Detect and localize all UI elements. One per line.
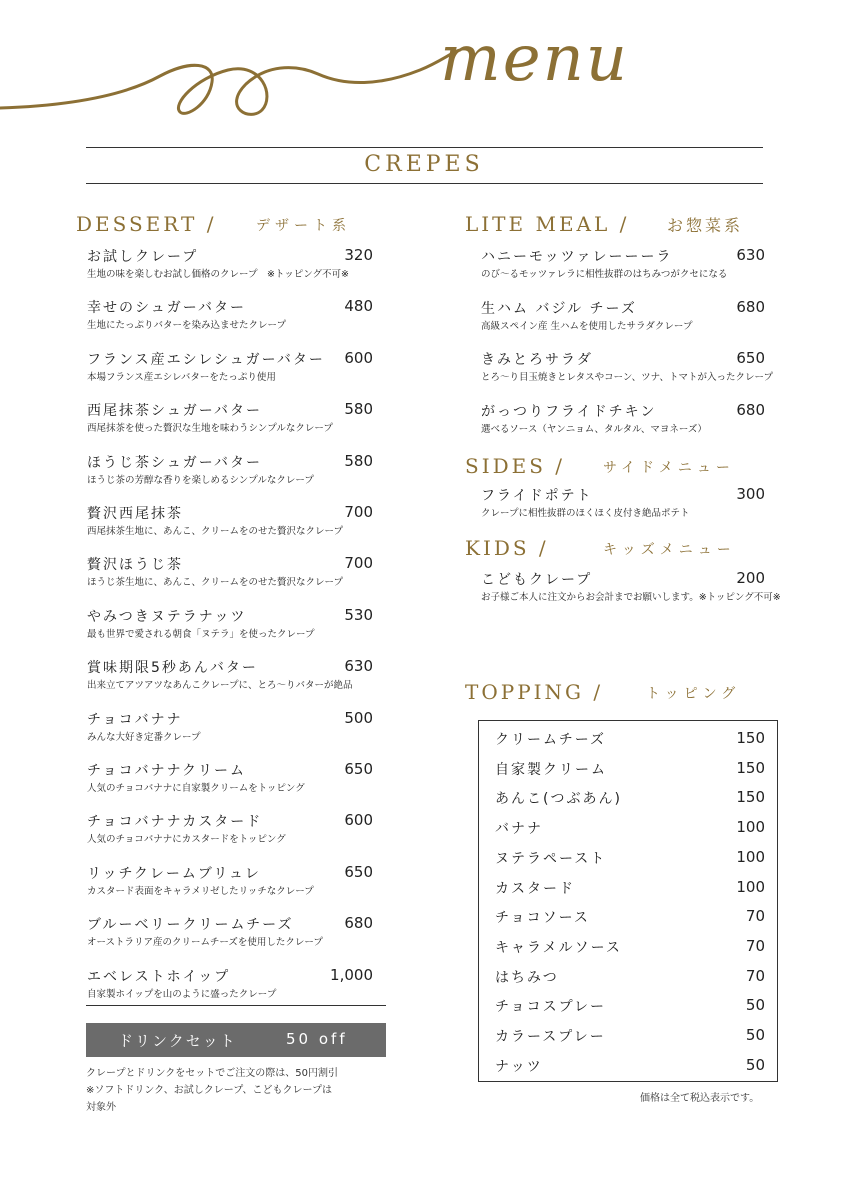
menu-item-price: 70 bbox=[745, 936, 765, 955]
menu-item-name: チョコバナナカスタード bbox=[87, 814, 263, 831]
menu-item-name: チョコバナナ bbox=[87, 711, 183, 728]
menu-item-price: 700 bbox=[344, 503, 373, 521]
menu-item-price: 300 bbox=[736, 485, 765, 503]
menu-heading: menu bbox=[440, 22, 629, 96]
topping-subtitle: トッピング bbox=[646, 686, 741, 702]
menu-item-name: クリームチーズ bbox=[495, 732, 607, 748]
menu-item-desc: 自家製ホイップを山のように盛ったクレープ bbox=[87, 988, 277, 1000]
menu-item-desc: お子様ご本人に注文からお会計までお願いします。※トッピング不可※ bbox=[481, 592, 781, 603]
menu-item-name: がっつりフライドチキン bbox=[481, 403, 657, 420]
menu-item-price: 50 bbox=[745, 1055, 765, 1074]
kids-title: KIDS / bbox=[465, 536, 549, 560]
dessert-bottom-rule bbox=[86, 1005, 386, 1006]
menu-item-desc: ほうじ茶生地に、あんこ、クリームをのせた贅沢なクレープ bbox=[87, 577, 344, 589]
tax-note: 価格は全て税込表示です。 bbox=[640, 1093, 760, 1104]
menu-item-name: 生ハム バジル チーズ bbox=[481, 300, 637, 317]
menu-item-name: こどもクレープ bbox=[481, 572, 593, 588]
menu-item-price: 100 bbox=[736, 847, 765, 866]
menu-item-name: チョコソース bbox=[495, 910, 590, 927]
menu-item-name: カスタード bbox=[495, 880, 575, 897]
menu-item-name: きみとろサラダ bbox=[481, 352, 593, 368]
menu-item-desc: ほうじ茶の芳醇な香りを楽しめるシンプルなクレープ bbox=[87, 474, 314, 486]
menu-item-price: 680 bbox=[344, 914, 373, 933]
menu-item-name: 自家製クリーム bbox=[495, 761, 607, 778]
menu-item-name: 贅沢ほうじ茶 bbox=[87, 557, 183, 574]
menu-item-price: 630 bbox=[344, 657, 373, 676]
menu-item-name: ヌテラペースト bbox=[495, 850, 607, 867]
menu-item-price: 580 bbox=[344, 400, 373, 419]
menu-item-price: 150 bbox=[736, 758, 765, 777]
menu-item-price: 200 bbox=[736, 569, 765, 587]
menu-item-name: チョコスプレー bbox=[495, 999, 607, 1016]
menu-item-price: 70 bbox=[745, 907, 765, 926]
menu-item-name: キャラメルソース bbox=[495, 939, 622, 956]
menu-item-desc: 高級スペイン産 生ハムを使用したサラダクレープ bbox=[481, 320, 693, 332]
menu-item-price: 600 bbox=[344, 348, 373, 367]
menu-item-desc: 人気のチョコバナナに自家製クリームをトッピング bbox=[87, 783, 305, 794]
menu-item-name: ナッツ bbox=[495, 1058, 543, 1075]
menu-item-desc: 出来立てアツアツなあんこクレープに、とろ〜りバターが絶品 bbox=[87, 680, 353, 692]
menu-item-name: はちみつ bbox=[495, 969, 559, 986]
top-rule bbox=[86, 147, 763, 148]
menu-item-price: 1,000 bbox=[330, 965, 373, 984]
menu-item-desc: 西尾抹茶を使った贅沢な生地を味わうシンプルなクレープ bbox=[87, 423, 333, 435]
menu-item-desc: 人気のチョコバナナにカスタードをトッピング bbox=[87, 834, 286, 846]
menu-item-desc: みんな大好き定番クレープ bbox=[87, 731, 201, 743]
menu-item-price: 580 bbox=[344, 451, 373, 470]
dessert-title: DESSERT / bbox=[76, 212, 217, 236]
menu-item-name: 幸せのシュガーバター bbox=[87, 300, 247, 317]
drink-set-note: ※ソフトドリンク、お試しクレープ、こどもクレープは bbox=[86, 1085, 332, 1096]
menu-item-price: 650 bbox=[736, 349, 765, 367]
drink-set-discount: 50 off bbox=[286, 1030, 348, 1048]
menu-item-desc: クレープに相性抜群のほくほく皮付き絶品ポテト bbox=[481, 508, 690, 519]
menu-item-name: ハニーモッツァレーーーラ bbox=[481, 249, 673, 265]
menu-item-name: フライドポテト bbox=[481, 488, 593, 504]
menu-item-price: 650 bbox=[344, 862, 373, 881]
menu-item-desc: オーストラリア産のクリームチーズを使用したクレープ bbox=[87, 937, 323, 949]
drink-set-note: 対象外 bbox=[86, 1102, 116, 1113]
menu-item-price: 600 bbox=[344, 811, 373, 830]
menu-item-name: チョコバナナクリーム bbox=[87, 763, 247, 779]
menu-item-desc: 生地にたっぷりバターを染み込ませたクレープ bbox=[87, 320, 287, 332]
menu-item-name: カラースプレー bbox=[495, 1029, 606, 1045]
menu-item-price: 150 bbox=[736, 788, 765, 807]
menu-item-price: 530 bbox=[344, 605, 373, 624]
menu-item-name: フランス産エシレシュガーバター bbox=[87, 351, 325, 368]
menu-item-price: 700 bbox=[344, 554, 373, 573]
menu-item-desc: 最も世界で愛される朝食「ヌテラ」を使ったクレープ bbox=[87, 628, 315, 640]
sides-subtitle: サイドメニュー bbox=[603, 460, 735, 476]
page-title: CREPES bbox=[364, 152, 484, 177]
menu-item-price: 50 bbox=[745, 996, 765, 1015]
menu-item-price: 630 bbox=[736, 246, 765, 264]
menu-item-desc: 選べるソース（ヤンニョム、タルタル、マヨネーズ） bbox=[481, 423, 707, 435]
menu-item-name: 賞味期限5秒あんバター bbox=[87, 660, 258, 677]
lite-meal-subtitle: お惣菜系 bbox=[667, 216, 744, 235]
topping-title: TOPPING / bbox=[465, 680, 604, 704]
menu-item-name: ほうじ茶シュガーバター bbox=[87, 454, 263, 471]
menu-item-desc: のび〜るモッツァレラに相性抜群のはちみつがクセになる bbox=[481, 269, 728, 280]
menu-item-price: 680 bbox=[736, 297, 765, 316]
swirl-decoration bbox=[0, 0, 848, 140]
menu-item-name: 贅沢西尾抹茶 bbox=[87, 506, 183, 522]
menu-item-name: やみつきヌテラナッツ bbox=[87, 608, 247, 625]
menu-item-price: 320 bbox=[344, 246, 373, 264]
menu-item-price: 100 bbox=[736, 877, 765, 896]
menu-item-name: あんこ(つぶあん) bbox=[495, 791, 622, 808]
menu-item-price: 70 bbox=[745, 966, 765, 985]
menu-item-price: 650 bbox=[344, 760, 373, 778]
menu-item-desc: 西尾抹茶生地に、あんこ、クリームをのせた贅沢なクレープ bbox=[87, 526, 344, 537]
menu-item-price: 500 bbox=[344, 708, 373, 727]
menu-item-desc: カスタード表面をキャラメリゼしたリッチなクレープ bbox=[87, 885, 314, 897]
menu-item-name: バナナ bbox=[495, 821, 543, 838]
dessert-subtitle: デザート系 bbox=[256, 218, 351, 234]
menu-item-name: エベレストホイップ bbox=[87, 968, 231, 985]
menu-item-desc: 生地の味を楽しむお試し価格のクレープ ※トッピング不可※ bbox=[87, 269, 349, 280]
menu-item-price: 50 bbox=[745, 1026, 765, 1044]
menu-item-name: お試しクレープ bbox=[87, 249, 199, 265]
menu-item-price: 680 bbox=[736, 400, 765, 419]
title-rule bbox=[86, 183, 763, 184]
menu-item-price: 100 bbox=[736, 818, 765, 837]
sides-title: SIDES / bbox=[465, 454, 566, 478]
kids-subtitle: キッズメニュー bbox=[603, 542, 736, 558]
menu-item-desc: 本場フランス産エシレバターをたっぷり使用 bbox=[87, 371, 276, 383]
menu-item-price: 150 bbox=[736, 729, 765, 747]
menu-item-price: 480 bbox=[344, 297, 373, 316]
menu-item-name: ブルーベリークリームチーズ bbox=[87, 917, 294, 934]
menu-item-name: 西尾抹茶シュガーバター bbox=[87, 403, 263, 420]
menu-item-name: リッチクレームブリュレ bbox=[87, 865, 261, 882]
lite-meal-title: LITE MEAL / bbox=[465, 212, 630, 236]
drink-set-label: ドリンクセット bbox=[118, 1032, 237, 1050]
drink-set-note: クレープとドリンクをセットでご注文の際は、50円割引 bbox=[86, 1068, 339, 1079]
menu-item-desc: とろ〜り目玉焼きとレタスやコーン、ツナ、トマトが入ったクレープ bbox=[481, 372, 774, 383]
